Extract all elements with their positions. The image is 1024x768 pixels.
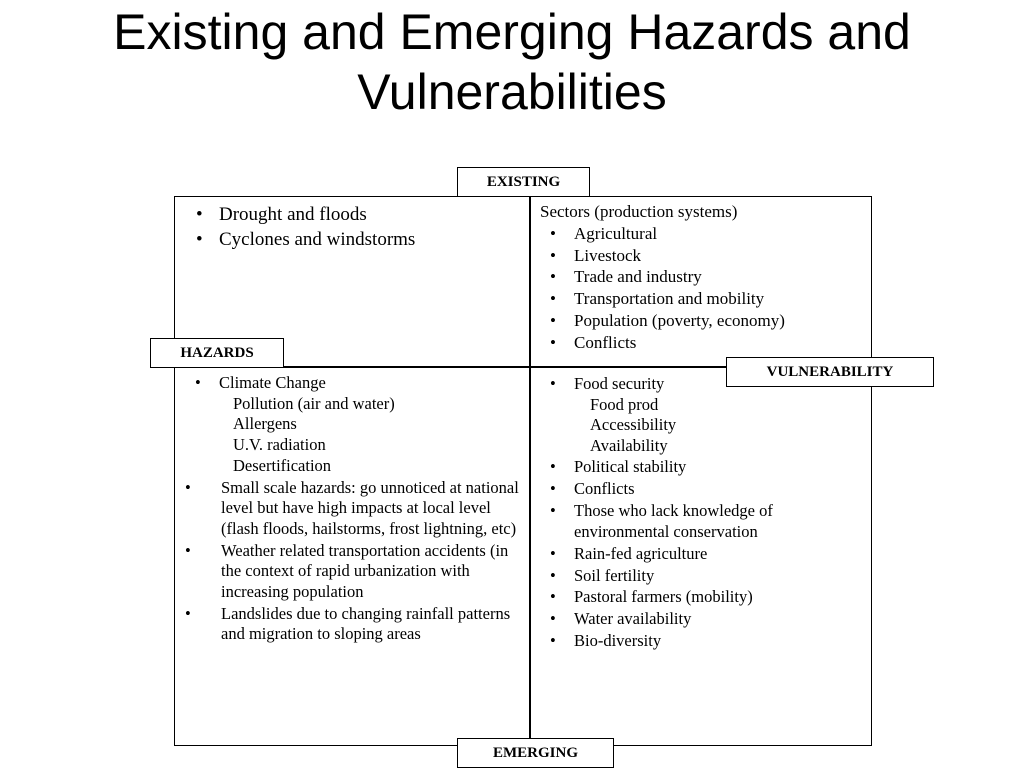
sub-item: Accessibility [590, 415, 677, 435]
list-item [185, 478, 525, 540]
sub-item: Food prod [590, 394, 659, 414]
bullet-icon: • [550, 332, 556, 352]
bullet-icon: • [196, 204, 203, 225]
bullet-icon: • [550, 223, 556, 243]
list-item-text: Soil fertility [574, 565, 655, 585]
list-item-text: Landslides due to changing rainfall patterns and migration to sloping areas [221, 603, 511, 644]
bullet-icon: • [550, 565, 556, 585]
list-item [540, 586, 870, 608]
emerging-hazards-quadrant [185, 373, 525, 645]
bullet-icon: • [550, 544, 556, 564]
list-item [540, 332, 870, 354]
existing-vulnerability-quadrant [540, 201, 870, 354]
bullet-icon: • [195, 373, 201, 392]
list-item [540, 630, 870, 652]
list-item-text: Weather related transportation accidents (in the context of rapid urbanization with increasing population [221, 540, 509, 602]
bullet-icon: • [550, 267, 556, 287]
vertical-divider [529, 196, 531, 746]
list-item-text: Bio-diversity [574, 630, 662, 650]
list-item [540, 245, 870, 267]
bullet-icon: • [550, 289, 556, 309]
bullet-icon: • [550, 245, 556, 265]
list-item-text: Political stability [574, 457, 687, 477]
bullet-icon: • [550, 457, 556, 477]
existing-hazards-list [196, 202, 526, 252]
list-item-text: Climate Change [219, 373, 326, 392]
bullet-icon: • [550, 310, 556, 330]
bullet-icon: • [550, 500, 556, 520]
bullet-icon: • [550, 587, 556, 607]
list-item [540, 310, 870, 332]
bullet-icon: • [550, 374, 556, 393]
emerging-label: EMERGING [457, 738, 614, 768]
sub-item: Pollution (air and water) [233, 393, 395, 413]
list-item [540, 500, 870, 543]
emerging-vulnerability-list [540, 373, 870, 652]
list-item-text: Trade and industry [574, 267, 702, 287]
list-item [540, 608, 870, 630]
list-item-text: Agricultural [574, 223, 658, 243]
slide-title: Existing and Emerging Hazards and Vulnerabilities [113, 4, 911, 120]
existing-hazards-quadrant [196, 202, 526, 252]
bullet-icon: • [185, 603, 191, 623]
list-item-text: Conflicts [574, 332, 637, 352]
bullet-icon: • [185, 477, 191, 497]
list-item [540, 543, 870, 565]
list-item-text: Livestock [574, 245, 642, 265]
list-item [185, 373, 525, 394]
list-item-text: Conflicts [574, 478, 635, 498]
list-item [185, 604, 525, 645]
list-item [540, 456, 870, 478]
vulnerability-label: VULNERABILITY [726, 357, 934, 387]
list-item [540, 266, 870, 288]
emerging-hazards-list [185, 373, 525, 645]
list-item-text: Pastoral farmers (mobility) [574, 587, 753, 607]
sub-item: Desertification [233, 455, 332, 475]
hazards-label: HAZARDS [150, 338, 284, 368]
list-item [185, 541, 525, 603]
sub-item: Availability [590, 435, 668, 455]
list-item-text: Transportation and mobility [574, 289, 765, 309]
list-item-text: Those who lack knowledge of environmental conservation [574, 500, 773, 542]
bullet-icon: • [196, 229, 203, 250]
list-item [540, 565, 870, 587]
list-item [540, 373, 870, 395]
sub-item: U.V. radiation [233, 435, 326, 455]
bullet-icon: • [185, 540, 191, 560]
list-item [540, 478, 870, 500]
list-item [196, 202, 526, 227]
sectors-heading: Sectors (production systems) [540, 202, 738, 221]
climate-change-subitems [185, 394, 525, 477]
food-security-subitems [540, 395, 870, 457]
list-item-text: Water availability [574, 609, 692, 629]
list-item-text: Rain-fed agriculture [574, 544, 708, 564]
existing-vulnerability-list [540, 223, 870, 354]
list-item [196, 227, 526, 252]
list-item-text: Small scale hazards: go unnoticed at national level but have high impacts at local level (flash floods, hailstorms, frost lightning, etc) [221, 477, 519, 538]
emerging-vulnerability-quadrant [540, 373, 870, 652]
list-item-text: Cyclones and windstorms [219, 229, 416, 250]
list-item [540, 223, 870, 245]
sub-item: Allergens [233, 414, 297, 434]
list-item-text: Population (poverty, economy) [574, 310, 785, 330]
bullet-icon: • [550, 478, 556, 498]
existing-label: EXISTING [457, 167, 590, 197]
bullet-icon: • [550, 609, 556, 629]
list-item-text: Drought and floods [219, 204, 367, 225]
list-item [540, 288, 870, 310]
list-item-text: Food security [574, 374, 665, 393]
bullet-icon: • [550, 630, 556, 650]
